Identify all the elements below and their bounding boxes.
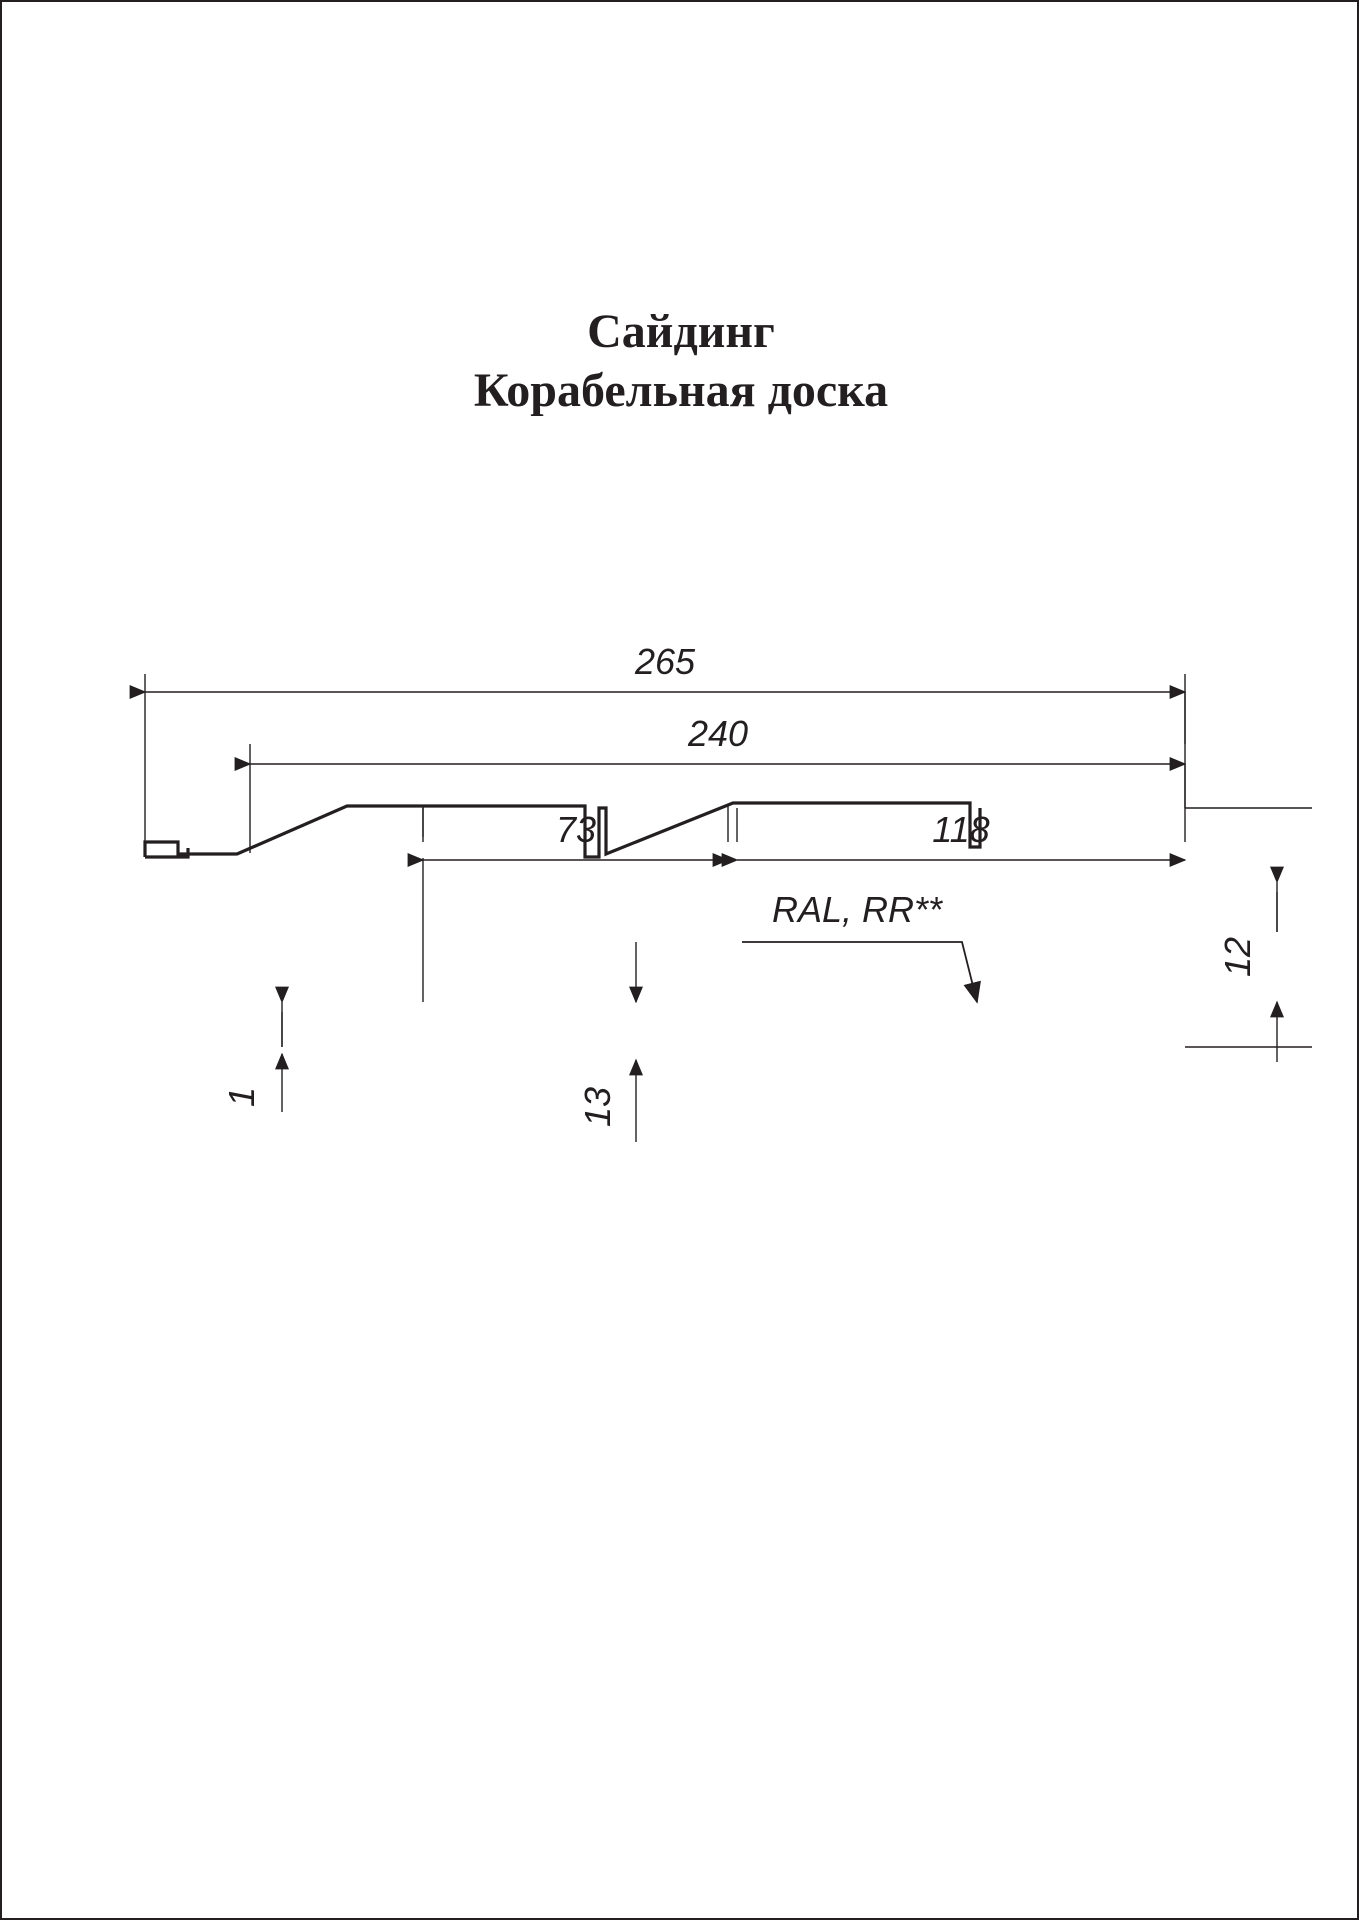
dimension-240-label: 240 [687, 713, 749, 754]
dimension-12 [1185, 808, 1312, 1062]
dimension-240 [250, 692, 1185, 853]
dimension-118-label: 118 [932, 809, 990, 850]
dimension-13 [577, 942, 636, 1142]
dimension-265 [145, 641, 1185, 842]
dimension-1-label: 1 [221, 1086, 262, 1108]
dimension-73 [423, 806, 728, 1002]
title-line-2: Корабельная доска [473, 364, 889, 417]
dimension-12-label: 12 [1217, 936, 1258, 978]
title-line-1: Сайдинг [587, 305, 775, 358]
dimension-13-label: 13 [577, 1086, 618, 1128]
coating-annotation [742, 889, 977, 1002]
dimension-265-label: 265 [634, 641, 696, 682]
coating-annotation-label: RAL, RR** [771, 889, 943, 930]
dimension-118 [737, 764, 1185, 860]
dimension-73-label: 73 [555, 809, 597, 850]
profile-drawing [2, 2, 1359, 1922]
dimension-1 [221, 1002, 282, 1112]
